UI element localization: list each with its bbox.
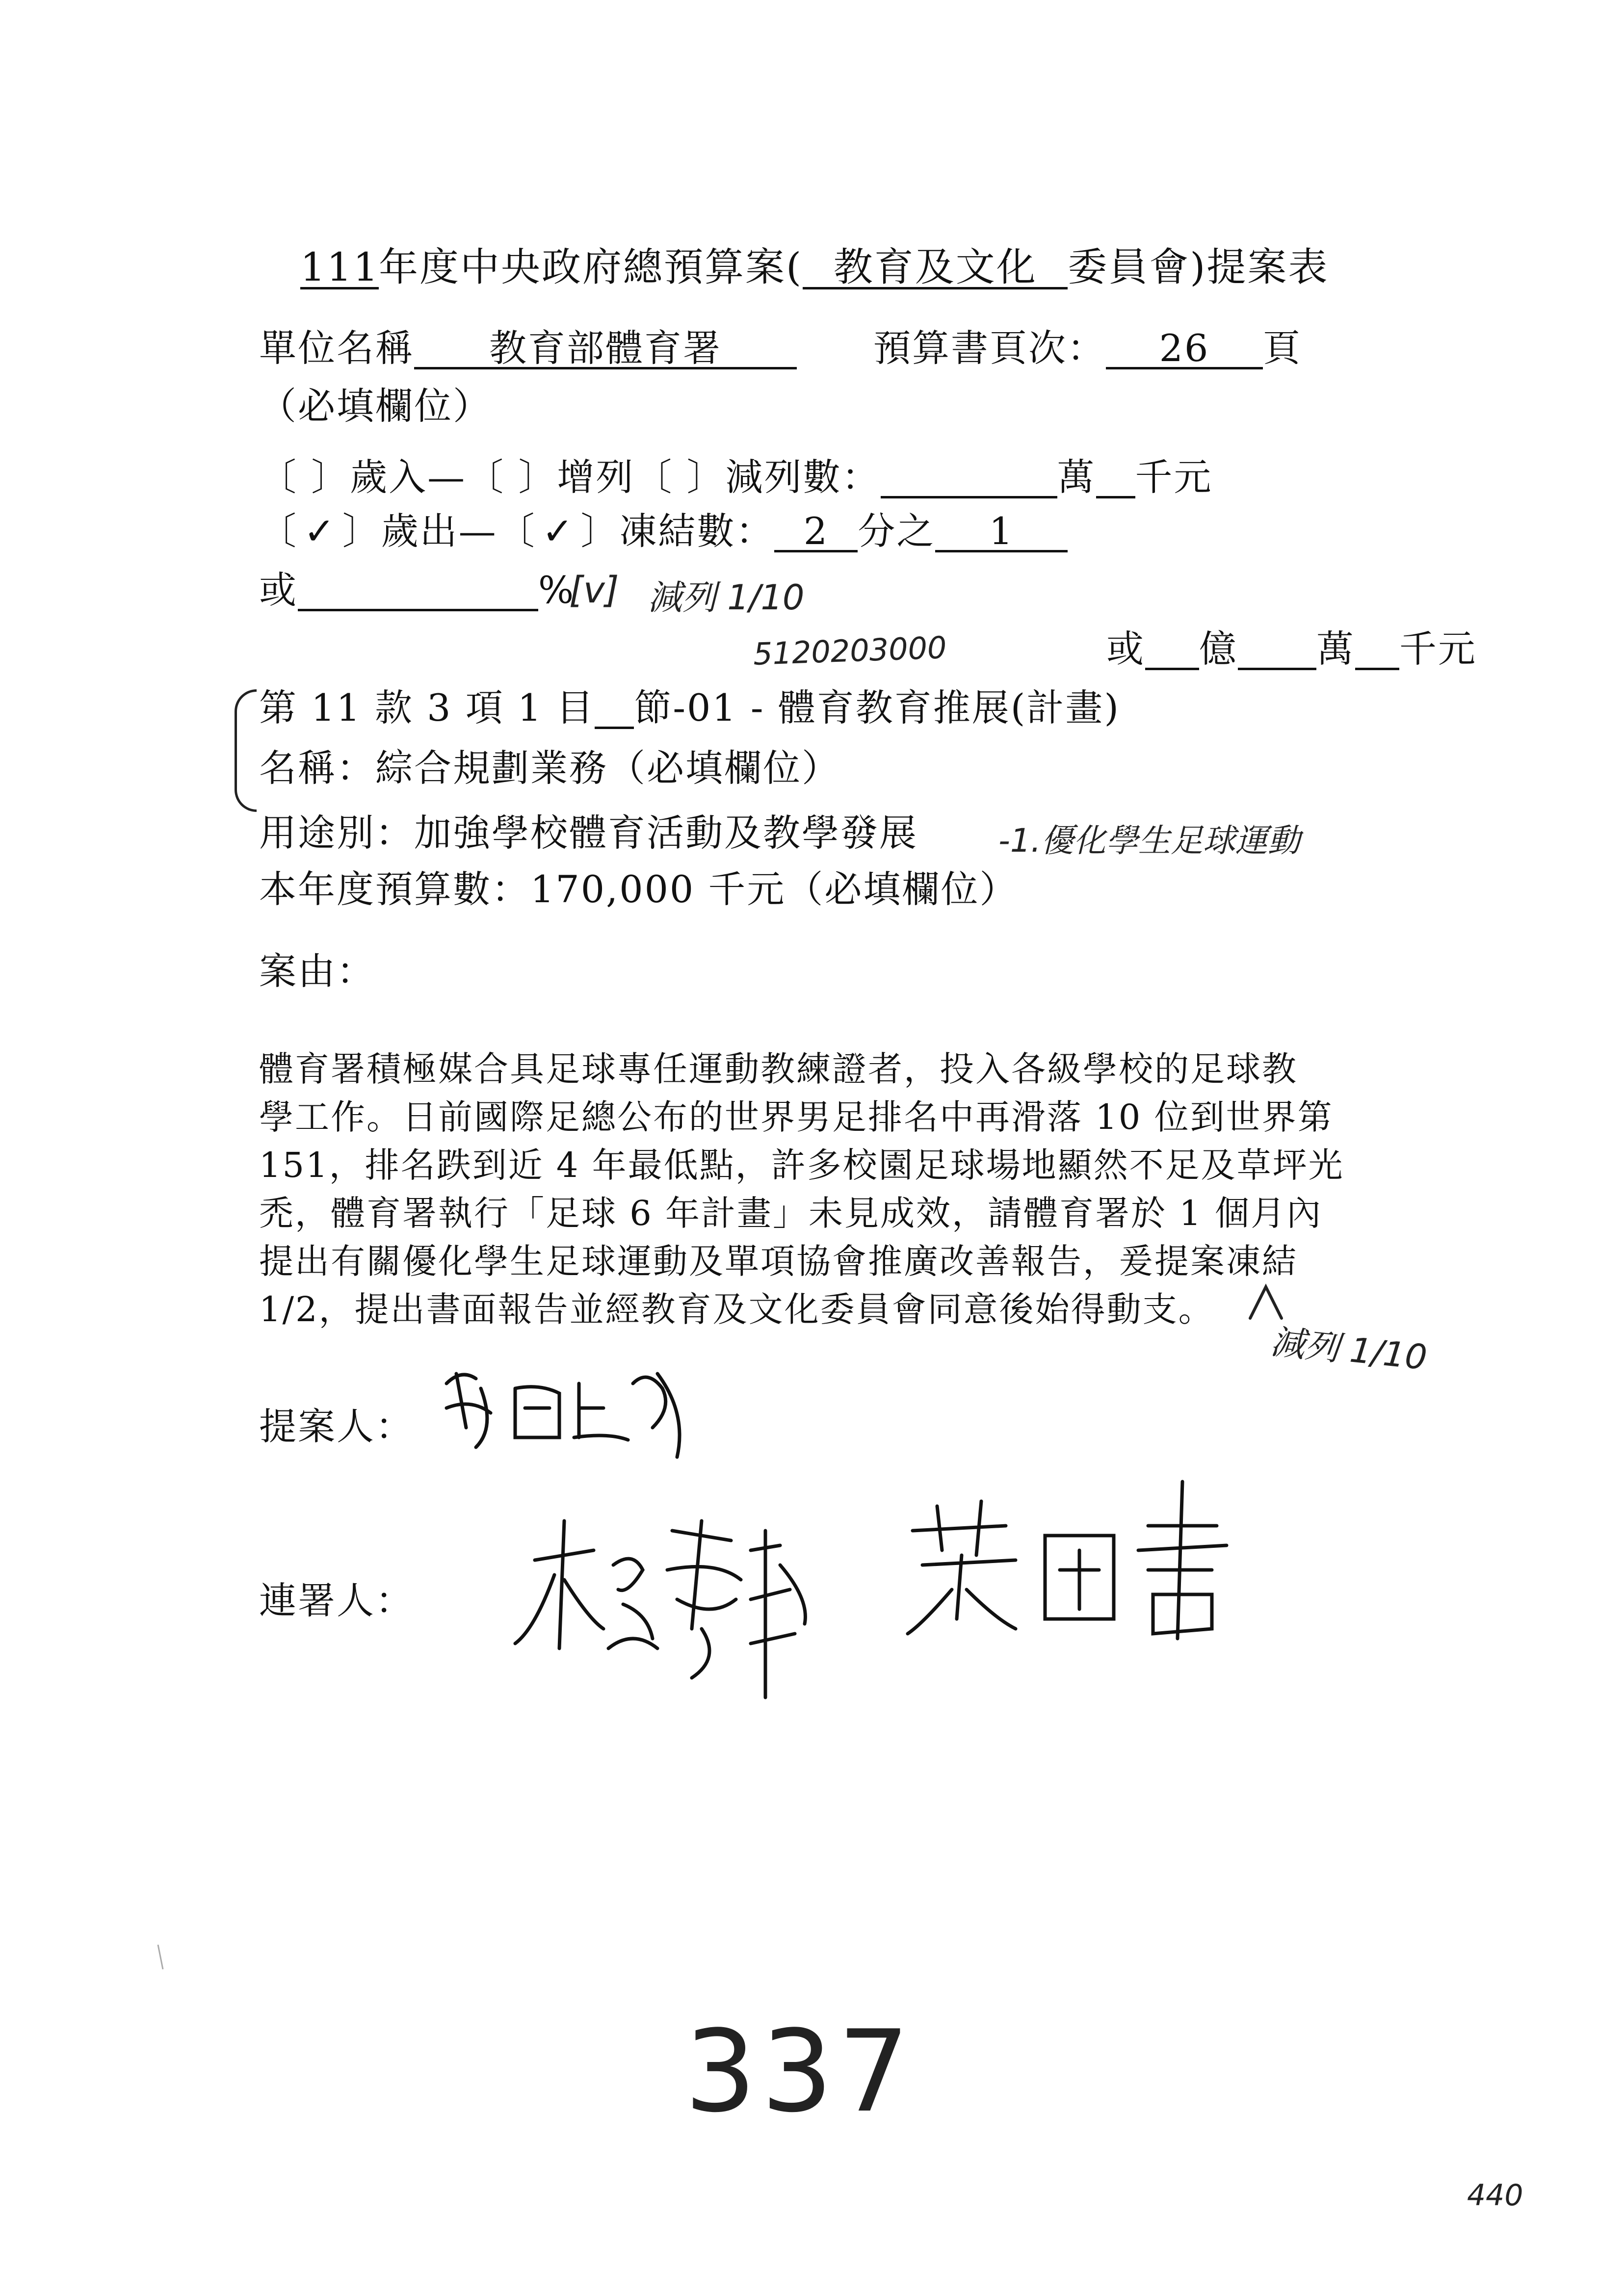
- purpose-text: 用途別：加強學校體育活動及教學發展: [259, 811, 918, 855]
- or-label: 或: [259, 568, 298, 612]
- page-suffix: 頁: [1263, 326, 1302, 370]
- amount-or: 或: [1106, 627, 1145, 671]
- proposer-label: 提案人：: [259, 1405, 414, 1448]
- wan-label: 萬: [1057, 455, 1096, 499]
- add-label: 增列: [557, 455, 635, 499]
- page-value: 26: [1106, 330, 1263, 369]
- cosigner-signature-1: [505, 1501, 849, 1707]
- unit-row: [259, 326, 797, 370]
- reason-line: 151，排名跌到近 4 年最低點，許多校園足球場地顯然不足及草坪光: [259, 1145, 1344, 1185]
- fen-label: 分之: [858, 509, 936, 553]
- item-jie: 節-01 - 體育教育推展(計畫): [634, 686, 1121, 730]
- purpose-handwritten: -1.優化學生足球運動: [998, 822, 1300, 860]
- freeze-box-close: 〕: [580, 509, 620, 553]
- corner-number: 440: [1467, 2178, 1523, 2213]
- item-section: 第 11 款 3 項 1 目: [259, 686, 595, 730]
- reason-line: 體育署積極媒合具足球專任運動教練證者，投入各級學校的足球教: [259, 1049, 1298, 1089]
- year: 111: [300, 244, 380, 290]
- freeze-check-icon: ✓: [542, 509, 575, 553]
- qian-label: 千元: [1135, 455, 1213, 499]
- yi-blank: [1145, 630, 1199, 670]
- page-number: 337: [684, 2007, 915, 2138]
- amount-row: [1106, 627, 1477, 671]
- cut-label: 減列數：: [725, 455, 881, 499]
- freeze-box-open: 〔: [497, 509, 536, 553]
- reason-line: 提出有關優化學生足球運動及單項協會推廣改善報告，爰提案凍結: [259, 1241, 1298, 1281]
- page-ref: [873, 326, 1302, 370]
- or-row: [259, 568, 576, 612]
- cosigner-signature-2: [893, 1472, 1246, 1648]
- item-line1: [259, 686, 1121, 730]
- freeze-denominator: 1: [935, 513, 1068, 552]
- cut-box: 〔 〕: [634, 455, 726, 499]
- reason-label: 案由：: [259, 949, 375, 993]
- add-box: 〔 〕: [466, 455, 557, 499]
- unit-value: 教育部體育署: [414, 330, 797, 369]
- item-name: 名稱：綜合規劃業務（必填欄位）: [259, 746, 840, 790]
- outgo-label: 歲出—: [381, 509, 498, 553]
- cut-qian-blank: [1096, 459, 1135, 498]
- percent-checkbox-handwritten: [v]: [569, 569, 619, 611]
- outgo-check-icon: ✓: [304, 509, 337, 553]
- cut-tenth-note: 減列 1/10: [648, 577, 805, 618]
- wan-label: 萬: [1316, 627, 1355, 671]
- cosigner-label: 連署人：: [259, 1579, 414, 1622]
- form-title: [300, 244, 1329, 290]
- income-label: 歲入—: [350, 455, 467, 499]
- freeze-label: 凍結數：: [619, 509, 775, 553]
- title-part-a: 年度中央政府總預算案(: [379, 244, 803, 290]
- qian-label: 千元: [1399, 627, 1477, 671]
- freeze-numerator: 2: [774, 513, 858, 552]
- expense-row: [259, 509, 1068, 553]
- income-box: 〔 〕: [259, 455, 350, 499]
- budget-line: 本年度預算數：170,000 千元（必填欄位）: [259, 867, 1019, 911]
- reason-handwritten: 減列 1/10: [1269, 1321, 1429, 1378]
- item-bracket: [235, 689, 257, 812]
- cut-wan-blank: [881, 459, 1057, 498]
- stray-mark: [156, 1943, 166, 1972]
- revenue-row: [259, 455, 1213, 499]
- outgo-box-open: 〔: [259, 509, 298, 553]
- percent-blank: [298, 572, 538, 611]
- reason-line: 學工作。日前國際足總公布的世界男足排名中再滑落 10 位到世界第: [259, 1097, 1334, 1137]
- title-part-b: 委員會)提案表: [1068, 244, 1329, 290]
- wan-blank: [1238, 630, 1316, 670]
- outgo-box-close: 〕: [342, 509, 381, 553]
- reason-body: [259, 1045, 1417, 1333]
- account-code-handwritten: 5120203000: [752, 629, 947, 672]
- required-note: （必填欄位）: [259, 384, 492, 428]
- unit-label: 單位名稱: [259, 326, 414, 370]
- jie-blank: [595, 689, 634, 729]
- proposer-signature: [432, 1354, 707, 1462]
- yi-label: 億: [1199, 627, 1238, 671]
- qian-blank: [1355, 630, 1399, 670]
- reason-line: 禿，體育署執行「足球 6 年計畫」未見成效，請體育署於 1 個月內: [259, 1193, 1323, 1233]
- committee-name: 教育及文化: [803, 248, 1068, 289]
- page-label: 預算書頁次：: [873, 326, 1106, 370]
- reason-line: 1/2，提出書面報告並經教育及文化委員會同意後始得動支。: [259, 1289, 1214, 1330]
- percent-label: %: [538, 568, 576, 612]
